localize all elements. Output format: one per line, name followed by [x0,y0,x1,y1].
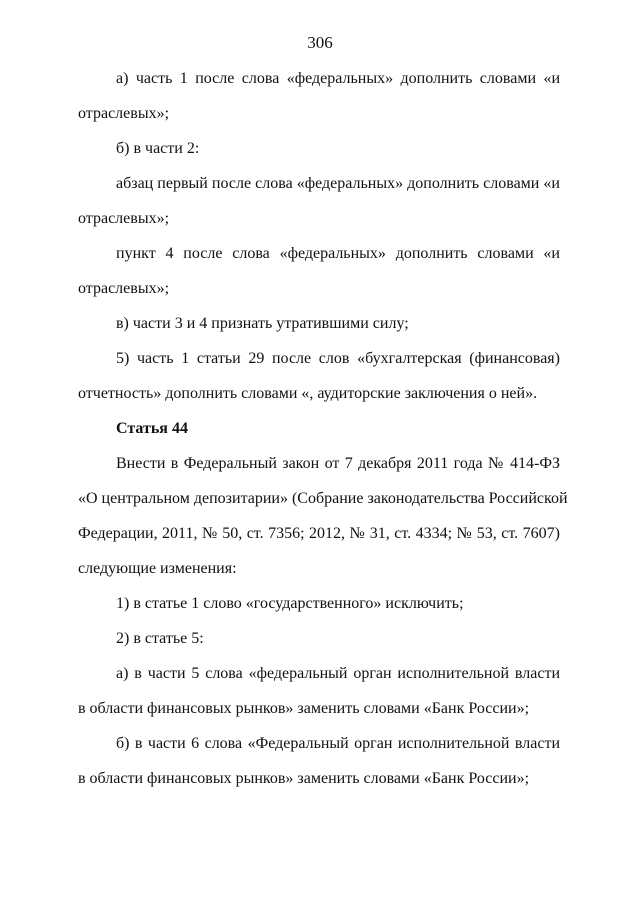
text-line: отраслевых»; [78,105,170,122]
text-line: в) части 3 и 4 признать утратившими силу; [116,315,409,332]
text-line: в области финансовых рынков» заменить словами «Банк России»; [78,770,530,787]
text-line: отчетность» дополнить словами «, аудиторские заключения о ней». [78,385,538,402]
text-line: 1) в статье 1 слово «государственного» исключить; [116,595,464,612]
text-line: 5) часть 1 статьи 29 после слов «бухгалтерская (финансовая) [116,350,560,367]
text-line: пункт 4 после слова «федеральных» дополнить словами «и [116,245,560,262]
text-line: Внести в Федеральный закон от 7 декабря 2011 года № 414-ФЗ [116,455,560,472]
page-number: 306 [307,33,333,52]
text-line: Федерации, 2011, № 50, ст. 7356; 2012, № 31, ст. 4334; № 53, ст. 7607) [78,525,560,542]
text-line: в области финансовых рынков» заменить словами «Банк России»; [78,700,530,717]
text-line: б) в части 2: [116,140,200,157]
article-heading: Статья 44 [116,420,188,437]
text-line: отраслевых»; [78,210,170,227]
text-line: следующие изменения: [78,560,237,577]
text-line: а) часть 1 после слова «федеральных» дополнить словами «и [116,70,560,87]
text-line: абзац первый после слова «федеральных» дополнить словами «и [116,175,560,192]
text-line: «О центральном депозитарии» (Собрание законодательства Российской [78,490,568,507]
text-line: 2) в статье 5: [116,630,204,647]
text-line: б) в части 6 слова «Федеральный орган исполнительной власти [116,735,560,752]
text-line: а) в части 5 слова «федеральный орган исполнительной власти [116,665,560,682]
text-line: отраслевых»; [78,280,170,297]
